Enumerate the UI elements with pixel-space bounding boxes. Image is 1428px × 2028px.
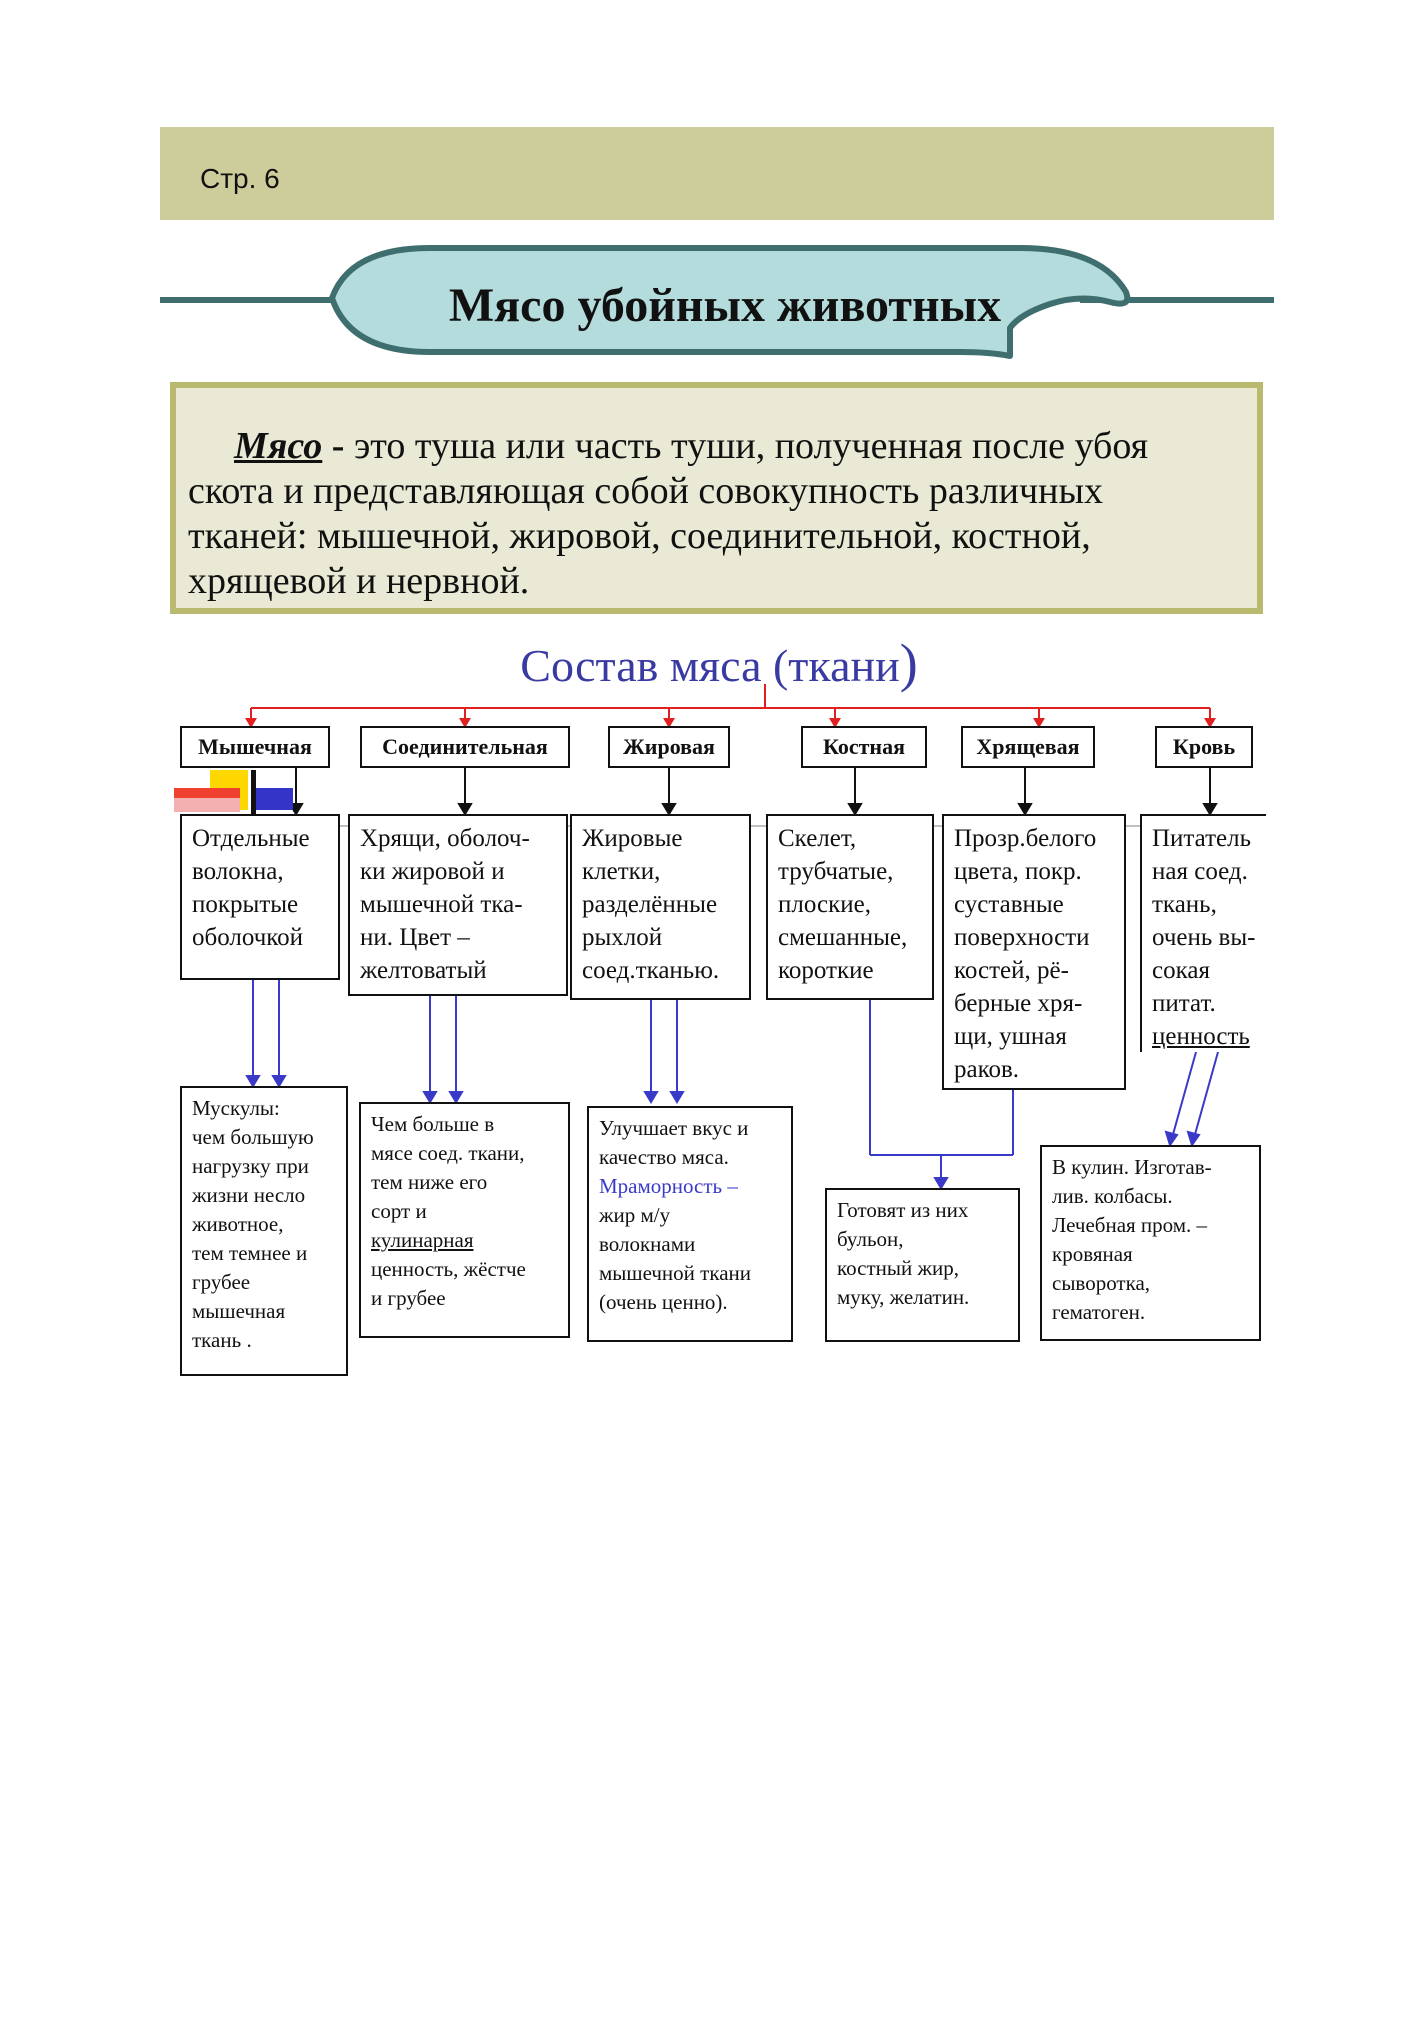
desc-line: клетки, bbox=[582, 858, 661, 885]
desc-line: суставные bbox=[954, 891, 1064, 918]
tissue-header-muscle: Мышечная bbox=[180, 726, 330, 768]
desc-cartilage bbox=[942, 814, 1126, 1090]
definition-line-3: тканей: мышечной, жировой, соединительной, костной, bbox=[188, 515, 1091, 557]
composition-title-text: Состав мяса (ткани bbox=[520, 640, 900, 691]
desc-line: ная соед. bbox=[1152, 858, 1248, 885]
tissue-header-fat: Жировая bbox=[608, 726, 730, 768]
desc-line: Скелет, bbox=[778, 825, 857, 852]
note-fat bbox=[587, 1106, 793, 1342]
note-line: муку, желатин. bbox=[837, 1285, 970, 1309]
note-line: чем большую bbox=[192, 1125, 314, 1149]
tree-connector-red bbox=[251, 684, 1210, 722]
desc-line: соед.тканью. bbox=[582, 957, 720, 984]
note-line: Готовят из них bbox=[837, 1198, 969, 1222]
desc-line: оболочкой bbox=[192, 924, 304, 951]
note-line: гематоген. bbox=[1052, 1300, 1146, 1324]
desc-line: Питатель bbox=[1152, 825, 1252, 852]
tissue-header-bone: Костная bbox=[801, 726, 927, 768]
definition-line-4: хрящевой и нервной. bbox=[188, 560, 530, 602]
note-line: бульон, bbox=[837, 1227, 904, 1251]
page-title: Мясо убойных животных bbox=[448, 279, 1002, 332]
note-line: Мускулы: bbox=[192, 1096, 280, 1120]
note-line: Чем больше в bbox=[371, 1112, 495, 1136]
desc-line: ткань, bbox=[1152, 891, 1217, 918]
desc-line: сокая bbox=[1152, 957, 1210, 984]
desc-line: мышечной тка- bbox=[360, 891, 523, 918]
tissue-header-connective: Соединительная bbox=[360, 726, 570, 768]
desc-line: берные хря- bbox=[954, 990, 1083, 1017]
note-line: лив. колбасы. bbox=[1052, 1184, 1173, 1208]
desc-line: питат. bbox=[1152, 990, 1216, 1017]
note-muscle bbox=[180, 1086, 348, 1376]
note-line: мышечная bbox=[192, 1299, 286, 1323]
composition-title-paren: ) bbox=[899, 633, 918, 693]
desc-connective bbox=[348, 814, 568, 996]
note-line: мышечной ткани bbox=[599, 1261, 752, 1285]
desc-line: ни. Цвет – bbox=[360, 924, 470, 951]
note-line: (очень ценно). bbox=[599, 1290, 728, 1314]
note-line: и грубее bbox=[371, 1286, 446, 1310]
definition-line-2: скота и представляющая собой совокупность различных bbox=[188, 470, 1103, 512]
decorative-vertical-line bbox=[251, 770, 256, 814]
decorative-square-blue bbox=[253, 788, 293, 810]
note-line: кровяная bbox=[1052, 1242, 1133, 1266]
header-to-desc-arrows bbox=[290, 766, 1216, 814]
desc-line: Хрящи, оболоч- bbox=[360, 825, 530, 852]
note-line: мясе соед. ткани, bbox=[371, 1141, 525, 1165]
desc-blood bbox=[1140, 814, 1266, 1052]
desc-line: цвета, покр. bbox=[954, 858, 1082, 885]
desc-muscle bbox=[180, 814, 340, 980]
desc-line: трубчатые, bbox=[778, 858, 894, 885]
desc-line: разделённые bbox=[582, 891, 718, 918]
desc-line: ки жировой и bbox=[360, 858, 505, 885]
desc-line: Жировые bbox=[582, 825, 683, 852]
note-line: сыворотка, bbox=[1052, 1271, 1151, 1295]
desc-bone bbox=[766, 814, 934, 1000]
note-line: ценность, жёстче bbox=[371, 1257, 526, 1281]
page-number: Стр. 6 bbox=[200, 163, 280, 194]
note-line-underlined: кулинарная bbox=[371, 1228, 474, 1252]
note-line: ткань . bbox=[192, 1328, 252, 1352]
desc-fat bbox=[570, 814, 751, 1000]
desc-line: плоские, bbox=[778, 891, 871, 918]
note-line-marbling: Мраморность – bbox=[599, 1174, 738, 1198]
note-bone-cartilage bbox=[825, 1188, 1020, 1342]
note-line: сорт и bbox=[371, 1199, 427, 1223]
desc-line: очень вы- bbox=[1152, 924, 1256, 951]
desc-line-underlined: ценность bbox=[1152, 1023, 1250, 1050]
definition-text: это туша или часть туши, полученная после убоя bbox=[353, 425, 1149, 467]
note-line: костный жир, bbox=[837, 1256, 959, 1280]
note-line: жир м/у bbox=[599, 1203, 671, 1227]
note-blood bbox=[1040, 1145, 1261, 1341]
note-line: Улучшает вкус и bbox=[599, 1116, 749, 1140]
desc-line: Отдельные bbox=[192, 825, 310, 852]
note-line: Лечебная пром. – bbox=[1052, 1213, 1208, 1237]
desc-line: костей, рё- bbox=[954, 957, 1069, 984]
note-line: волокнами bbox=[599, 1232, 696, 1256]
decorative-bar-pink bbox=[174, 798, 240, 812]
note-line: тем темнее и bbox=[192, 1241, 308, 1265]
desc-line: рыхлой bbox=[582, 924, 663, 951]
note-line: грубее bbox=[192, 1270, 251, 1294]
tissue-header-blood: Кровь bbox=[1155, 726, 1253, 768]
desc-line: раков. bbox=[954, 1056, 1020, 1083]
note-line: нагрузку при bbox=[192, 1154, 309, 1178]
note-line: тем ниже его bbox=[371, 1170, 488, 1194]
desc-line: щи, ушная bbox=[954, 1023, 1067, 1050]
desc-line: поверхности bbox=[954, 924, 1090, 951]
desc-line: покрытые bbox=[192, 891, 299, 918]
note-connective bbox=[359, 1102, 570, 1338]
desc-line: смешанные, bbox=[778, 924, 908, 951]
note-line: жизни несло bbox=[192, 1183, 306, 1207]
desc-line: Прозр.белого bbox=[954, 825, 1097, 852]
note-line: животное, bbox=[192, 1212, 284, 1236]
definition-term: Мясо bbox=[234, 425, 323, 467]
desc-line: короткие bbox=[778, 957, 874, 984]
note-line: В кулин. Изготав- bbox=[1052, 1155, 1212, 1179]
desc-line: волокна, bbox=[192, 858, 284, 885]
desc-line: желтоватый bbox=[360, 957, 487, 984]
tissue-header-cartilage: Хрящевая bbox=[961, 726, 1095, 768]
definition-dash: - bbox=[331, 425, 345, 467]
note-line: качество мяса. bbox=[599, 1145, 729, 1169]
